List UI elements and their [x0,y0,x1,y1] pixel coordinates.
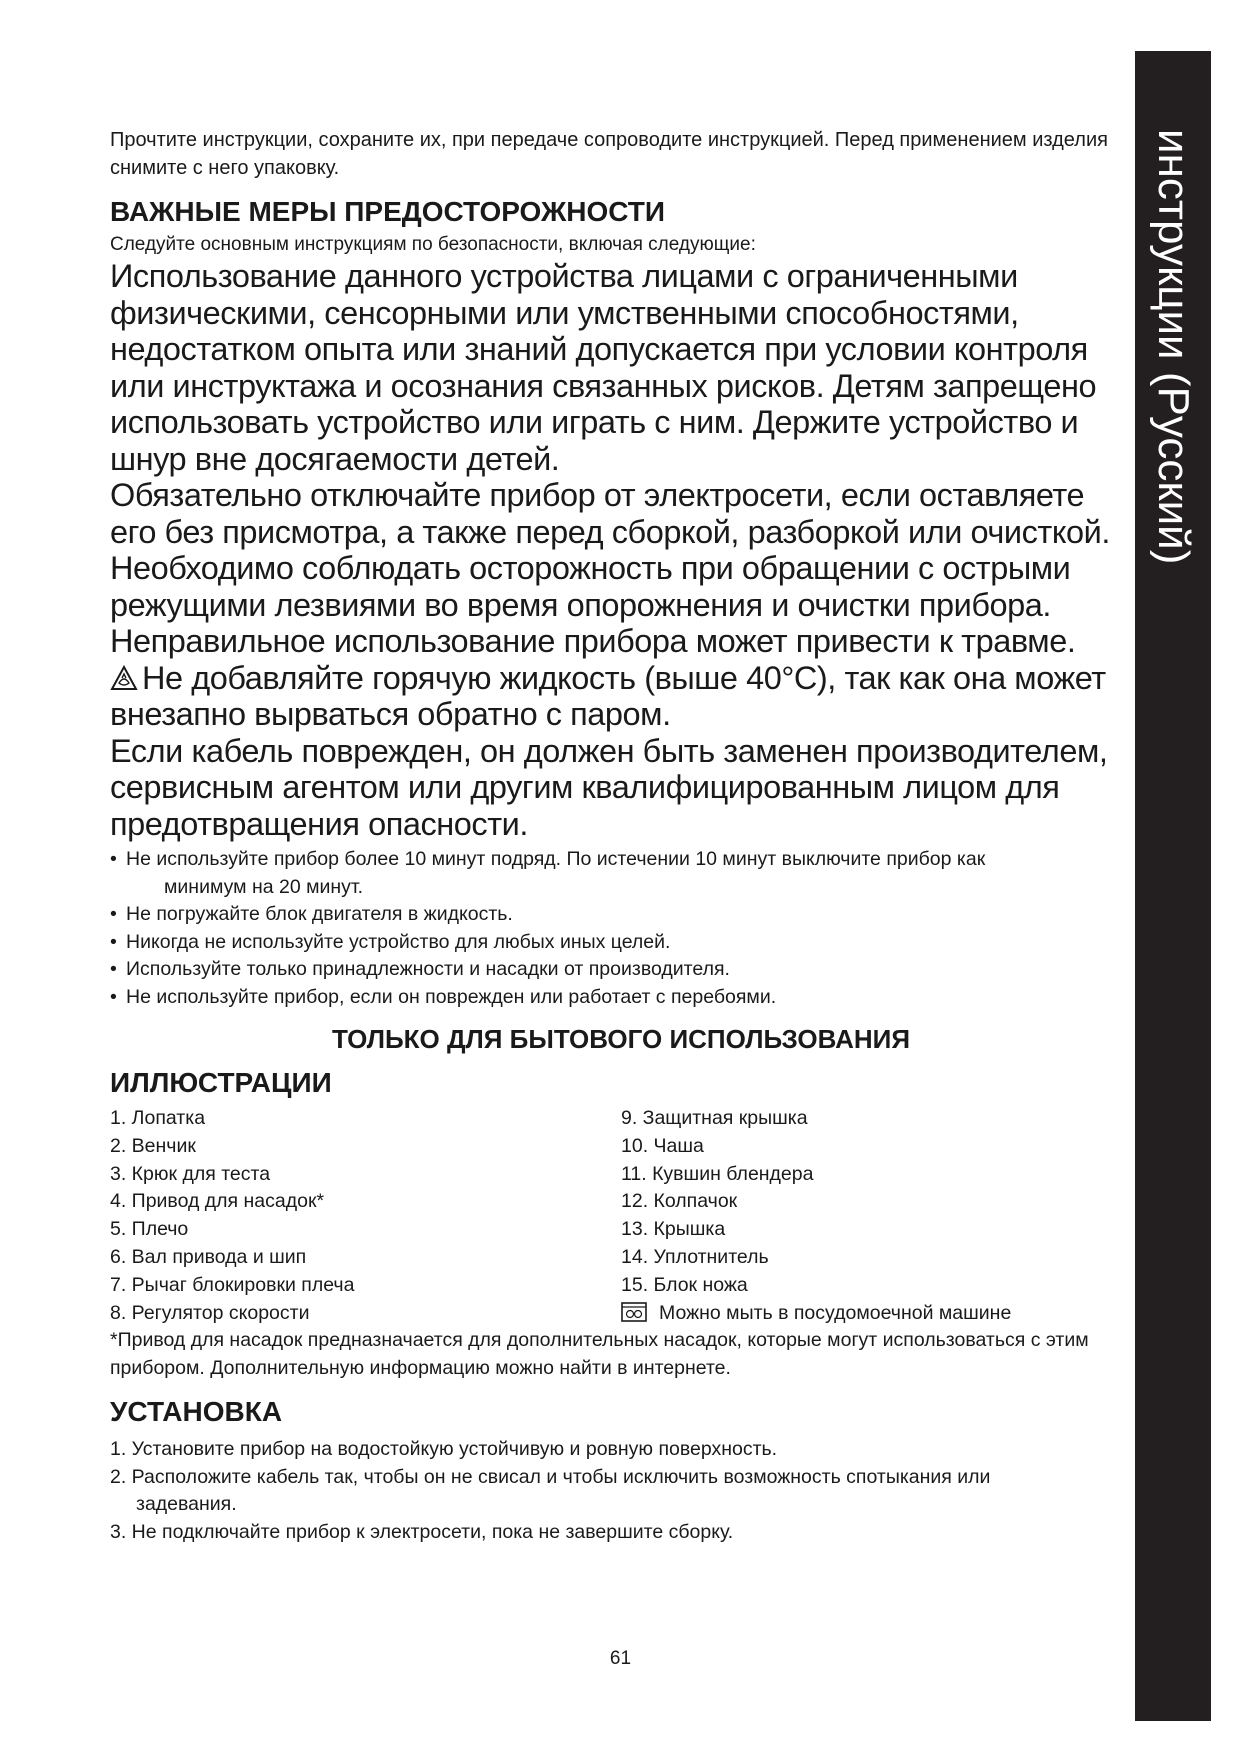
safety-paragraph: Использование данного устройства лицами с ограниченными физическими, сенсорными или умственными способностями, недостатком опыта или знаний допускается при условии контроля или инструктажа и осознания связанных рисков. Детям запрещено использовать устройство или играть с ним. Держите устройство и шнур вне досягаемости детей. [110,258,1097,477]
part-item: 4. Привод для насадок* [110,1190,325,1213]
bullet-item: • Никогда не используйте устройство для любых иных целей. [110,929,1132,957]
step-item: 1. Установите прибор на водостойкую устойчивую и ровную поверхность. [110,1438,778,1461]
bullet-item: • Не погружайте блок двигателя в жидкость. [110,901,1132,929]
bullet-item: • Используйте только принадлежности и насадки от производителя. [110,956,1132,984]
intro-text: Прочтите инструкции, сохраните их, при передаче сопроводите инструкцией. Перед применением изделия снимите с него упаковку. [110,129,1108,179]
bullet-item: • Не используйте прибор, если он поврежден или работает с перебоями. [110,984,1132,1012]
part-item: 14. Уплотнитель [621,1245,769,1268]
step-item: 2. Расположите кабель так, чтобы он не свисал и чтобы исключить возможность спотыкания или задевания. [110,1465,991,1516]
cable-paragraph: Если кабель поврежден, он должен быть заменен производителем, сервисным агентом или другим квалифицированным лицом для предотвращения опасности. [110,732,1108,842]
part-item: 2. Венчик [110,1134,196,1157]
safety-paragraph: Необходимо соблюдать осторожность при обращении с острыми режущими лезвиями во время опорожнения и очистки прибора. [110,550,1071,623]
parts-column-left [110,1105,621,1327]
dishwasher-safe-note [621,1300,1132,1328]
part-item: 5. Плечо [110,1218,189,1241]
part-item: 7. Рычаг блокировки плеча [110,1273,355,1296]
side-language-tab [1135,51,1211,1721]
warning-triangle-icon [110,665,138,691]
part-item: 9. Защитная крышка [621,1107,808,1129]
part-item: 10. Чаша [621,1134,704,1157]
safety-bullet-list [110,846,1132,1011]
safety-title: ВАЖНЫЕ МЕРЫ ПРЕДОСТОРОЖНОСТИ [110,196,665,227]
part-item: 1. Лопатка [110,1107,206,1129]
page-number: 61 [609,1648,632,1669]
parts-list [110,1105,1132,1327]
page-content [110,126,1132,1546]
dishwasher-safe-text: Можно мыть в посудомоечной машине [659,1301,1012,1324]
hot-liquid-warning-text: Не добавляйте горячую жидкость (выше 40°C), так как она может внезапно вырваться обратно с паром. [110,659,1106,732]
part-item: 11. Кувшин блендера [621,1162,814,1185]
side-tab-label: инструкции (Русский) [1149,129,1198,565]
dishwasher-icon [621,1302,647,1322]
installation-steps [110,1436,1132,1546]
bullet-item: • Не используйте прибор более 10 минут подряд. По истечении 10 минут выключите прибор как минимум на 20 минут. [110,846,1132,901]
part-item: 12. Колпачок [621,1190,738,1213]
safety-paragraph: Неправильное использование прибора может привести к травме. [110,623,1076,659]
part-item: 3. Крюк для теста [110,1162,271,1185]
installation-title: УСТАНОВКА [110,1396,283,1428]
part-item: 6. Вал привода и шип [110,1245,307,1268]
part-item: 15. Блок ножа [621,1273,748,1296]
step-item: 3. Не подключайте прибор к электросети, пока не завершите сборку. [110,1520,734,1543]
attachment-footnote: *Привод для насадок предназначается для дополнительных насадок, которые могут использоваться с этим прибором. Дополнительную информацию можно найти в интернете. [110,1329,1089,1379]
illustrations-title: ИЛЛЮСТРАЦИИ [110,1067,332,1098]
household-only-heading: ТОЛЬКО ДЛЯ БЫТОВОГО ИСПОЛЬЗОВАНИЯ [331,1024,911,1054]
safety-paragraph: Обязательно отключайте прибор от электросети, если оставляете его без присмотра, а также перед сборкой, разборкой или очисткой. [110,477,1110,550]
part-item: 8. Регулятор скорости [110,1301,310,1324]
safety-subtitle: Следуйте основным инструкциям по безопасности, включая следующие: [110,234,756,255]
parts-column-right [621,1105,1132,1327]
part-item: 13. Крышка [621,1218,726,1241]
hot-liquid-warning [110,660,1132,733]
